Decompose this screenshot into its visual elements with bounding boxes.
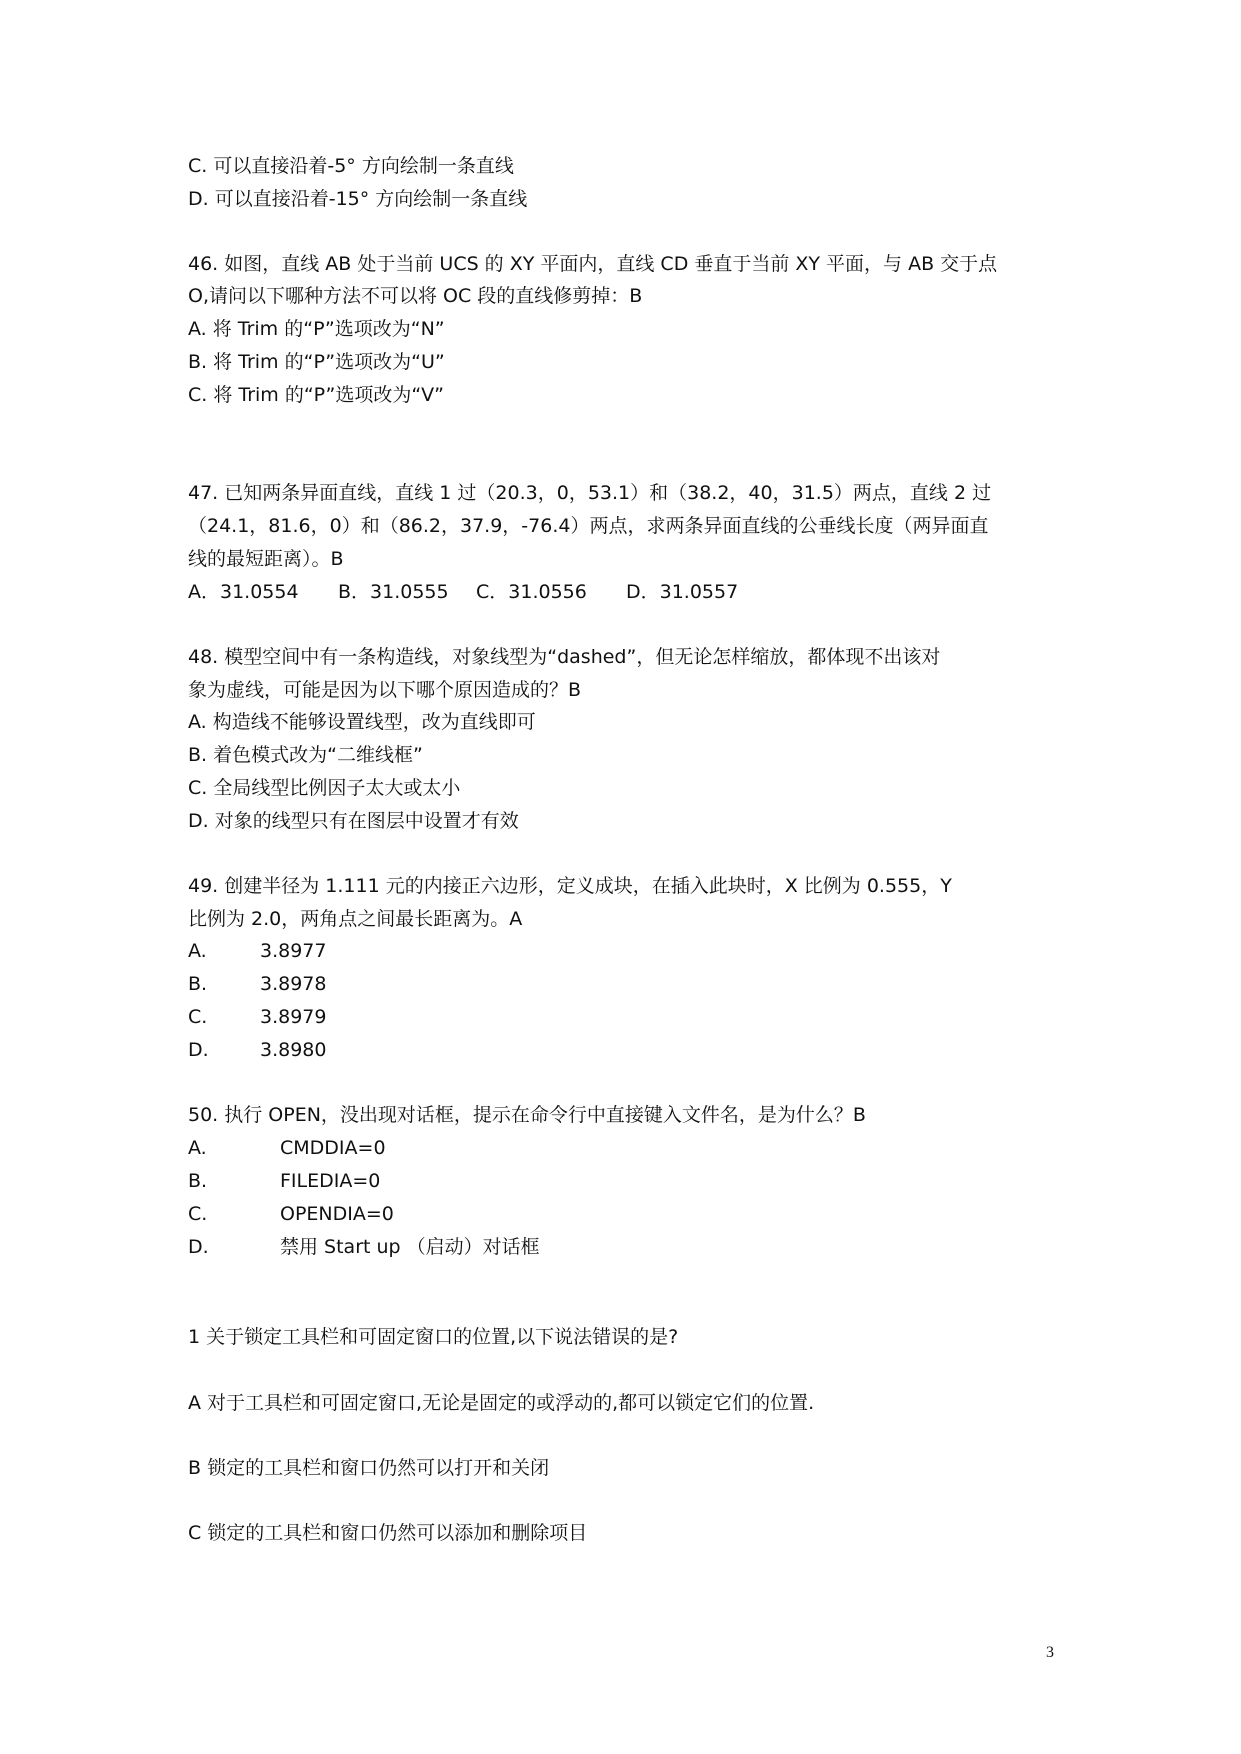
q49-option-b-value: 3.8978 — [260, 973, 327, 995]
q49-option-a-letter: A. — [188, 940, 207, 962]
q49-option-c-letter: C. — [188, 1006, 208, 1028]
q49-option-c-value: 3.8979 — [260, 1006, 327, 1028]
q47-stem-line3: 线的最短距离）。B — [188, 548, 344, 570]
q1-option-c: C 锁定的工具栏和窗口仍然可以添加和删除项目 — [188, 1522, 588, 1544]
q45-option-d: D. 可以直接沿着-15° 方向绘制一条直线 — [188, 188, 528, 210]
page-number: 3 — [1046, 1644, 1054, 1661]
q1-option-a: A 对于工具栏和可固定窗口,无论是固定的或浮动的,都可以锁定它们的位置. — [188, 1392, 815, 1414]
q48-option-d: D. 对象的线型只有在图层中设置才有效 — [188, 810, 519, 832]
q46-stem-line2: O,请问以下哪种方法不可以将 OC 段的直线修剪掉：B — [188, 285, 643, 307]
q49-stem-line1: 49. 创建半径为 1.111 元的内接正六边形，定义成块，在插入此块时，X 比例为 0.555，Y — [188, 875, 952, 897]
q46-stem-line1: 46. 如图，直线 AB 处于当前 UCS 的 XY 平面内，直线 CD 垂直于当前 XY 平面，与 AB 交于点 — [188, 253, 998, 275]
q50-option-b-value: FILEDIA=0 — [280, 1170, 381, 1192]
q49-option-d-value: 3.8980 — [260, 1039, 327, 1061]
q45-option-c: C. 可以直接沿着-5° 方向绘制一条直线 — [188, 155, 514, 177]
q48-option-a: A. 构造线不能够设置线型，改为直线即可 — [188, 711, 536, 733]
q47-option-d: D．31.0557 — [626, 581, 739, 603]
q47-stem-line1: 47. 已知两条异面直线，直线 1 过（20.3，0，53.1）和（38.2，40，31.5）两点，直线 2 过 — [188, 482, 992, 504]
q47-option-b: B．31.0555 — [338, 581, 449, 603]
q1-stem: 1 关于锁定工具栏和可固定窗口的位置,以下说法错误的是? — [188, 1326, 679, 1348]
q50-option-d-value: 禁用 Start up （启动）对话框 — [280, 1236, 540, 1258]
q47-stem-line2: （24.1，81.6，0）和（86.2，37.9，-76.4）两点，求两条异面直线的公垂线长度（两异面直 — [188, 515, 989, 537]
q50-option-b-letter: B. — [188, 1170, 208, 1192]
q49-option-a-value: 3.8977 — [260, 940, 327, 962]
q48-stem-line2: 象为虚线，可能是因为以下哪个原因造成的？B — [188, 679, 582, 701]
q50-stem: 50. 执行 OPEN，没出现对话框，提示在命令行中直接键入文件名，是为什么？B — [188, 1104, 866, 1126]
q50-option-a-letter: A. — [188, 1137, 207, 1159]
q49-stem-line2: 比例为 2.0，两角点之间最长距离为。A — [188, 908, 523, 930]
q48-stem-line1: 48. 模型空间中有一条构造线，对象线型为“dashed”，但无论怎样缩放，都体现不出该对 — [188, 646, 941, 668]
q50-option-d-letter: D. — [188, 1236, 209, 1258]
q46-option-c: C. 将 Trim 的“P”选项改为“V” — [188, 384, 445, 406]
q1-option-b: B 锁定的工具栏和窗口仍然可以打开和关闭 — [188, 1457, 550, 1479]
q46-option-b: B. 将 Trim 的“P”选项改为“U” — [188, 351, 445, 373]
q48-option-b: B. 着色模式改为“二维线框” — [188, 744, 423, 766]
q50-option-c-value: OPENDIA=0 — [280, 1203, 394, 1225]
q47-option-a: A．31.0554 — [188, 581, 299, 603]
q49-option-d-letter: D. — [188, 1039, 209, 1061]
q50-option-c-letter: C. — [188, 1203, 208, 1225]
q50-option-a-value: CMDDIA=0 — [280, 1137, 386, 1159]
q48-option-c: C. 全局线型比例因子太大或太小 — [188, 777, 461, 799]
q47-option-c: C．31.0556 — [476, 581, 587, 603]
q46-option-a: A. 将 Trim 的“P”选项改为“N” — [188, 318, 445, 340]
q49-option-b-letter: B. — [188, 973, 208, 995]
